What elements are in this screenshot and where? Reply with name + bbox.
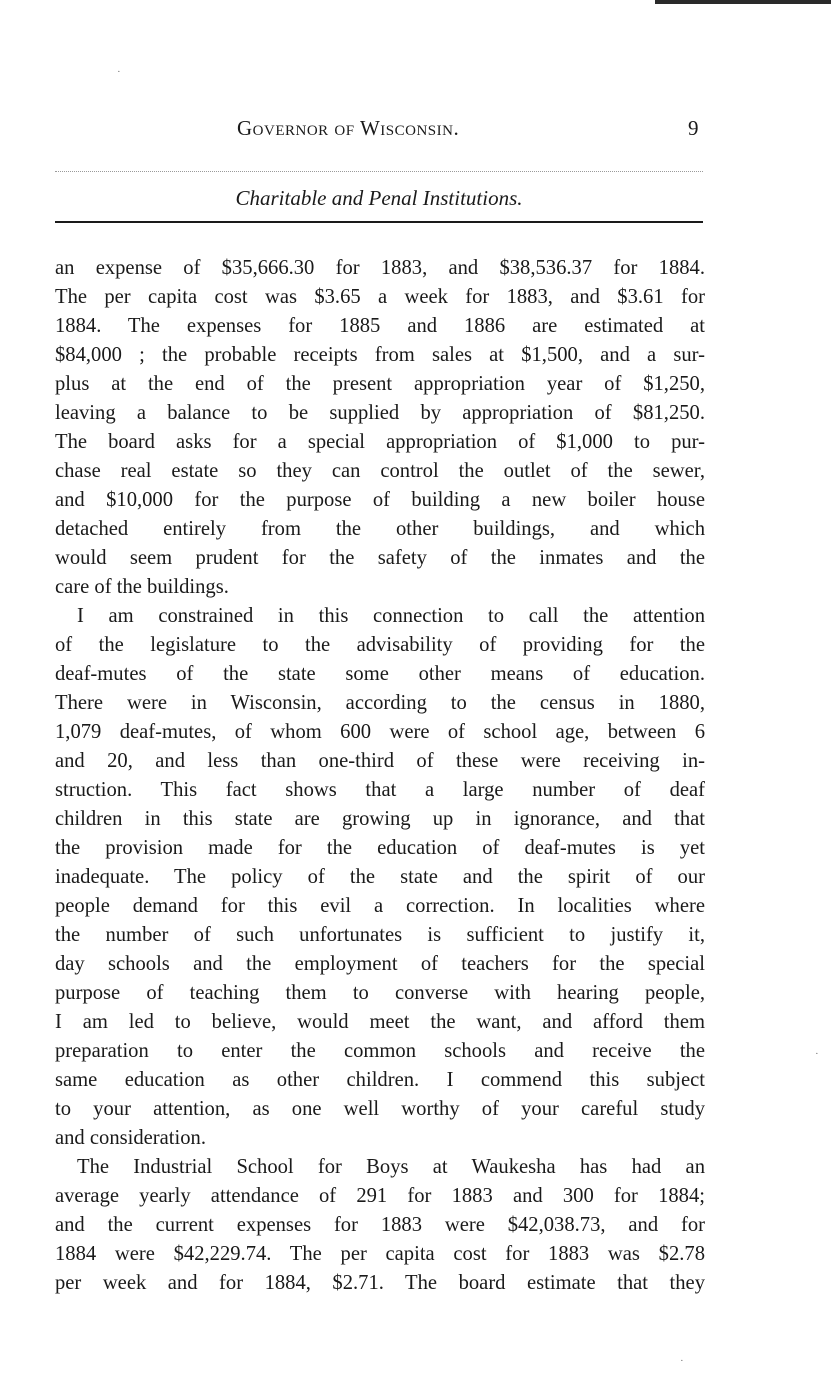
text-line: and the current expenses for 1883 were $42,038.73, and for <box>55 1214 705 1236</box>
text-line: 1884. The expenses for 1885 and 1886 are estimated at <box>55 315 705 337</box>
text-line: to your attention, as one well worthy of your careful study <box>55 1098 705 1120</box>
text-line: There were in Wisconsin, according to the census in 1880, <box>55 692 705 714</box>
text-line: detached entirely from the other buildings, and which <box>55 518 705 540</box>
text-line: 1,079 deaf-mutes, of whom 600 were of school age, between 6 <box>55 721 705 743</box>
text-line: day schools and the employment of teachers for the special <box>55 953 705 975</box>
text-line: care of the buildings. <box>55 576 229 598</box>
speck-mark: · <box>680 1355 684 1367</box>
top-edge-rule <box>655 0 831 4</box>
text-line: leaving a balance to be supplied by appropriation of $81,250. <box>55 402 705 424</box>
text-line: The board asks for a special appropriation of $1,000 to pur- <box>55 431 705 453</box>
text-line: preparation to enter the common schools and receive the <box>55 1040 705 1062</box>
text-line: purpose of teaching them to converse with hearing people, <box>55 982 705 1004</box>
running-head-title: Governor of Wisconsin. <box>237 116 460 140</box>
text-line: deaf-mutes of the state some other means of education. <box>55 663 705 685</box>
text-line: people demand for this evil a correction. In localities where <box>55 895 705 917</box>
text-line: and $10,000 for the purpose of building a new boiler house <box>55 489 705 511</box>
section-heading: Charitable and Penal Institutions. <box>235 186 523 210</box>
text-line: the number of such unfortunates is sufficient to justify it, <box>55 924 705 946</box>
text-line: would seem prudent for the safety of the inmates and the <box>55 547 705 569</box>
text-line: plus at the end of the present appropriation year of $1,250, <box>55 373 705 395</box>
section-divider <box>55 221 703 223</box>
text-line: average yearly attendance of 291 for 1883 and 300 for 1884; <box>55 1185 705 1207</box>
speck-mark: · <box>117 66 121 78</box>
speck-mark: · <box>815 1048 819 1060</box>
text-line: same education as other children. I commend this subject <box>55 1069 705 1091</box>
text-line: per week and for 1884, $2.71. The board estimate that they <box>55 1272 705 1294</box>
text-line: the provision made for the education of deaf-mutes is yet <box>55 837 705 859</box>
text-line: $84,000 ; the probable receipts from sales at $1,500, and a sur- <box>55 344 705 366</box>
text-line: chase real estate so they can control the outlet of the sewer, <box>55 460 705 482</box>
running-head <box>0 116 831 140</box>
body-text <box>55 254 705 1298</box>
text-line: The per capita cost was $3.65 a week for 1883, and $3.61 for <box>55 286 705 308</box>
dotted-divider <box>55 171 703 172</box>
text-line: and 20, and less than one-third of these were receiving in- <box>55 750 705 772</box>
page-number: 9 <box>688 116 699 140</box>
text-line: struction. This fact shows that a large number of deaf <box>55 779 705 801</box>
text-line: inadequate. The policy of the state and the spirit of our <box>55 866 705 888</box>
text-line: I am constrained in this connection to call the attention <box>77 605 705 627</box>
text-line: The Industrial School for Boys at Waukesha has had an <box>77 1156 705 1178</box>
text-line: children in this state are growing up in ignorance, and that <box>55 808 705 830</box>
text-line: of the legislature to the advisability of providing for the <box>55 634 705 656</box>
text-line: 1884 were $42,229.74. The per capita cost for 1883 was $2.78 <box>55 1243 705 1265</box>
text-line: an expense of $35,666.30 for 1883, and $38,536.37 for 1884. <box>55 257 705 279</box>
text-line: I am led to believe, would meet the want, and afford them <box>55 1011 705 1033</box>
text-line: and consideration. <box>55 1127 206 1149</box>
